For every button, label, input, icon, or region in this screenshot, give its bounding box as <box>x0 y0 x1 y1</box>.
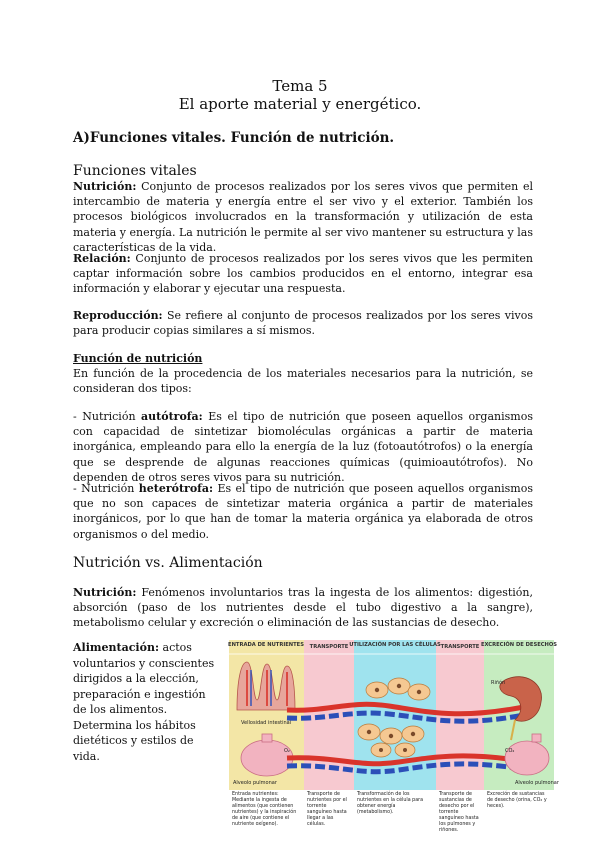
prefix-autotrofa: - Nutrición <box>73 410 142 423</box>
term-alimentacion: Alimentación: <box>73 641 160 654</box>
section-heading-a: A)Funciones vitales. Función de nutrición. <box>73 130 395 146</box>
heading-nutricion-vs-alimentacion: Nutrición vs. Alimentación <box>73 555 263 571</box>
caption-utilizacion: Transformación de los nutrientes en la célula para obtener energía (metabolismo). <box>357 792 424 815</box>
text-relacion: Conjunto de procesos realizados por los seres vivos que les permiten captar información sobre los cambios producidos en el entorno, integrar esa información y elaborar y ejecutar una respuesta. <box>73 252 533 296</box>
col-header-excrecion: EXCRECIÓN DE DESECHOS <box>480 642 558 648</box>
paragraph-nutricion-def <box>73 585 533 631</box>
text-reproduccion: Se refiere al conjunto de procesos realizados por los seres vivos para producir copias similares a sí mismos. <box>73 309 533 338</box>
text-alimentacion: actos voluntarios y conscientes dirigidos a la elección, preparación e ingestión de los alimentos. Determina los hábitos dietéticos y estilos de vida. <box>73 641 215 763</box>
label-co2: CO₂ <box>505 748 515 754</box>
nutrition-diagram-svg <box>228 640 559 848</box>
text-nutricion: Conjunto de procesos realizados por los seres vivos que permiten el intercambio de materia y energía entre el ser vivo y el exterior. También los procesos biológicos involucrados en la transformación y utilización de esta materia y energía. La nutrición le permite al ser vivo mantener su estructura y las características de la vida. <box>73 180 533 254</box>
prefix-heterotrofa: - Nutrición <box>73 482 139 495</box>
text-heterotrofa: Es el tipo de nutrición que poseen aquellos organismos que no son capaces de sintetizar materia orgánica a partir de materiales inorgánicos, por lo que han de tomar la materia orgánica ya elaborada de otros organismos o del medio. <box>73 482 533 541</box>
page-title-line2: El aporte material y energético. <box>178 95 422 113</box>
col-header-utilizacion: UTILIZACIÓN POR LAS CÉLULAS <box>349 642 441 648</box>
term-heterotrofa: heterótrofa: <box>138 482 214 495</box>
paragraph-reproduccion <box>73 308 533 338</box>
paragraph-relacion <box>73 251 533 297</box>
term-relacion: Relación: <box>73 252 131 265</box>
intestinal-villus <box>237 662 295 710</box>
label-alveolo-right: Alveolo pulmonar <box>515 780 559 786</box>
label-alveolo-left: Alveolo pulmonar <box>233 780 277 786</box>
paragraph-heterotrofa <box>73 481 533 542</box>
label-vellosidad: Vellosidad intestinal <box>241 720 292 726</box>
nutrition-diagram <box>228 640 559 848</box>
text-nutricion-def: Fenómenos involuntarios tras la ingesta de los alimentos: digestión, absorción (paso de los nutrientes desde el tubo digestivo a la sangre), metabolismo celular y excreción o eliminación de las sustancias de desecho. <box>73 586 533 630</box>
caption-transporte-2: Transporte de sustancias de desecho por el torrente sanguíneo hasta los pulmones y riñones. <box>439 792 479 833</box>
col-header-transporte-2: TRANSPORTE <box>440 644 480 650</box>
text-autotrofa: Es el tipo de nutrición que poseen aquellos organismos con capacidad de sintetizar biomoléculas orgánicas a partir de materia inorgánica, empleando para ello la energía de la luz (fotoautótrofos) o la energía que se desprende de algunas reacciones químicas (quimioautótrofos). No dependen de otros seres vivos para su nutrición. <box>73 410 533 484</box>
term-reproduccion: Reproducción: <box>73 309 163 322</box>
term-nutricion: Nutrición: <box>73 180 137 193</box>
col-header-entrada: ENTRADA DE NUTRIENTES <box>228 642 304 648</box>
paragraph-alimentacion <box>73 640 219 764</box>
col-header-transporte-1: TRANSPORTE <box>309 644 349 650</box>
caption-entrada: Entrada nutrientes: Mediante la ingesta de alimentos (que contienen nutrientes) y la inspiración de aire (que contiene el nutriente oxígeno). <box>232 792 297 827</box>
section-funcion-nutricion <box>73 351 533 397</box>
label-rinon: Riñón <box>491 680 506 686</box>
page-title-line1: Tema 5 <box>272 77 328 95</box>
paragraph-autotrofa <box>73 409 533 485</box>
label-o2: O₂ <box>284 748 290 754</box>
text-funcion-intro: En función de la procedencia de los materiales necesarios para la nutrición, se consideran dos tipos: <box>73 367 533 396</box>
paragraph-nutricion <box>73 179 533 255</box>
term-nutricion-def: Nutrición: <box>73 586 137 599</box>
caption-transporte-1: Transporte de nutrientes por el torrente sanguíneo hasta llegar a las células. <box>307 792 347 827</box>
term-autotrofa: autótrofa: <box>141 410 203 423</box>
heading-funcion-nutricion: Función de nutrición <box>73 352 203 365</box>
heading-funciones-vitales: Funciones vitales <box>73 163 197 179</box>
caption-container <box>229 792 554 848</box>
caption-excrecion: Excreción de sustancias de desecho (orina, CO₂ y heces). <box>487 792 547 809</box>
